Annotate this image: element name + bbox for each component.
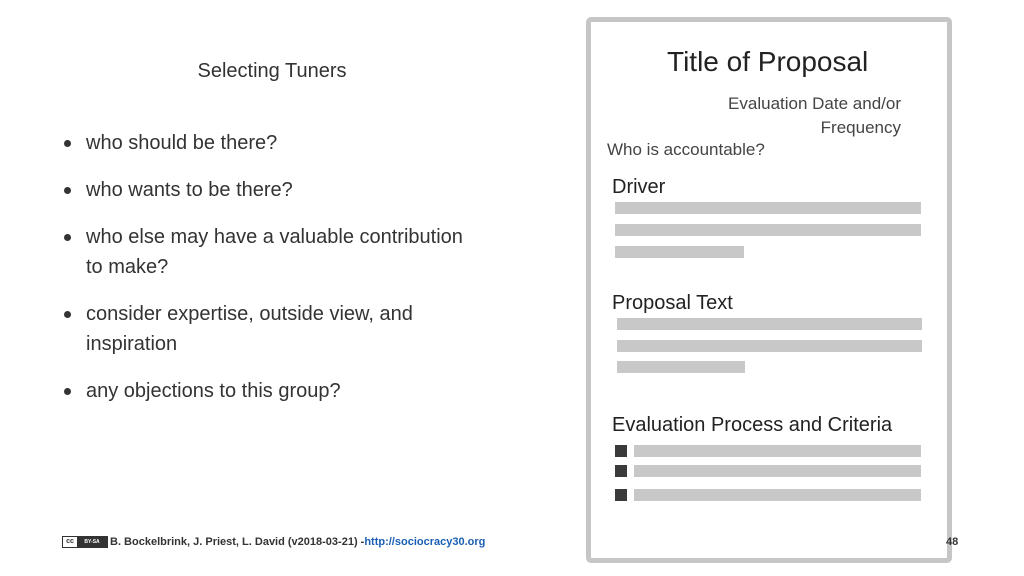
text-placeholder-bar	[615, 224, 921, 236]
square-bullet-icon	[615, 489, 627, 501]
text-placeholder-bar	[634, 489, 921, 501]
cc-license-icon[interactable]	[62, 536, 108, 548]
footer-link[interactable]: http://sociocracy30.org	[364, 536, 486, 548]
evaluation-date-label: Evaluation Date and/or Frequency	[728, 94, 901, 137]
slide-title: Selecting Tuners	[197, 60, 347, 82]
bullet-text: who else may have a valuable contribution to make?	[86, 226, 463, 278]
footer	[62, 536, 485, 548]
bullet-icon	[64, 140, 71, 147]
text-placeholder-bar	[617, 318, 922, 330]
bullet-icon	[64, 187, 71, 194]
bullet-text: any objections to this group?	[86, 380, 341, 402]
square-bullet-icon	[615, 445, 627, 457]
accountable-label: Who is accountable?	[607, 140, 765, 159]
bullet-item	[62, 128, 482, 158]
text-placeholder-bar	[617, 340, 922, 352]
bullet-icon	[64, 388, 71, 395]
bullet-icon	[64, 311, 71, 318]
bullet-list	[62, 128, 482, 423]
bullet-item	[62, 222, 482, 282]
bullet-text: who wants to be there?	[86, 179, 293, 201]
proposal-document-illustration	[586, 17, 952, 563]
text-placeholder-bar	[617, 361, 745, 373]
bullet-item	[62, 175, 482, 205]
driver-label: Driver	[612, 176, 666, 198]
proposal-text-label: Proposal Text	[612, 292, 733, 314]
text-placeholder-bar	[634, 465, 921, 477]
bullet-icon	[64, 234, 71, 241]
bullet-item	[62, 299, 482, 359]
square-bullet-icon	[615, 465, 627, 477]
text-placeholder-bar	[634, 445, 921, 457]
cc-logo: cc	[66, 538, 74, 545]
text-placeholder-bar	[615, 246, 744, 258]
text-placeholder-bar	[615, 202, 921, 214]
page-number: 48	[946, 536, 959, 548]
bullet-text: consider expertise, outside view, and inspiration	[86, 303, 413, 355]
bullet-text: who should be there?	[86, 132, 278, 154]
bullet-item	[62, 376, 482, 406]
license-badge-text: BY-SA	[77, 537, 107, 547]
footer-credits: B. Bockelbrink, J. Priest, L. David (v2018-03-21) -	[110, 536, 365, 548]
evaluation-label: Evaluation Process and Criteria	[612, 414, 893, 436]
proposal-title: Title of Proposal	[667, 46, 869, 77]
